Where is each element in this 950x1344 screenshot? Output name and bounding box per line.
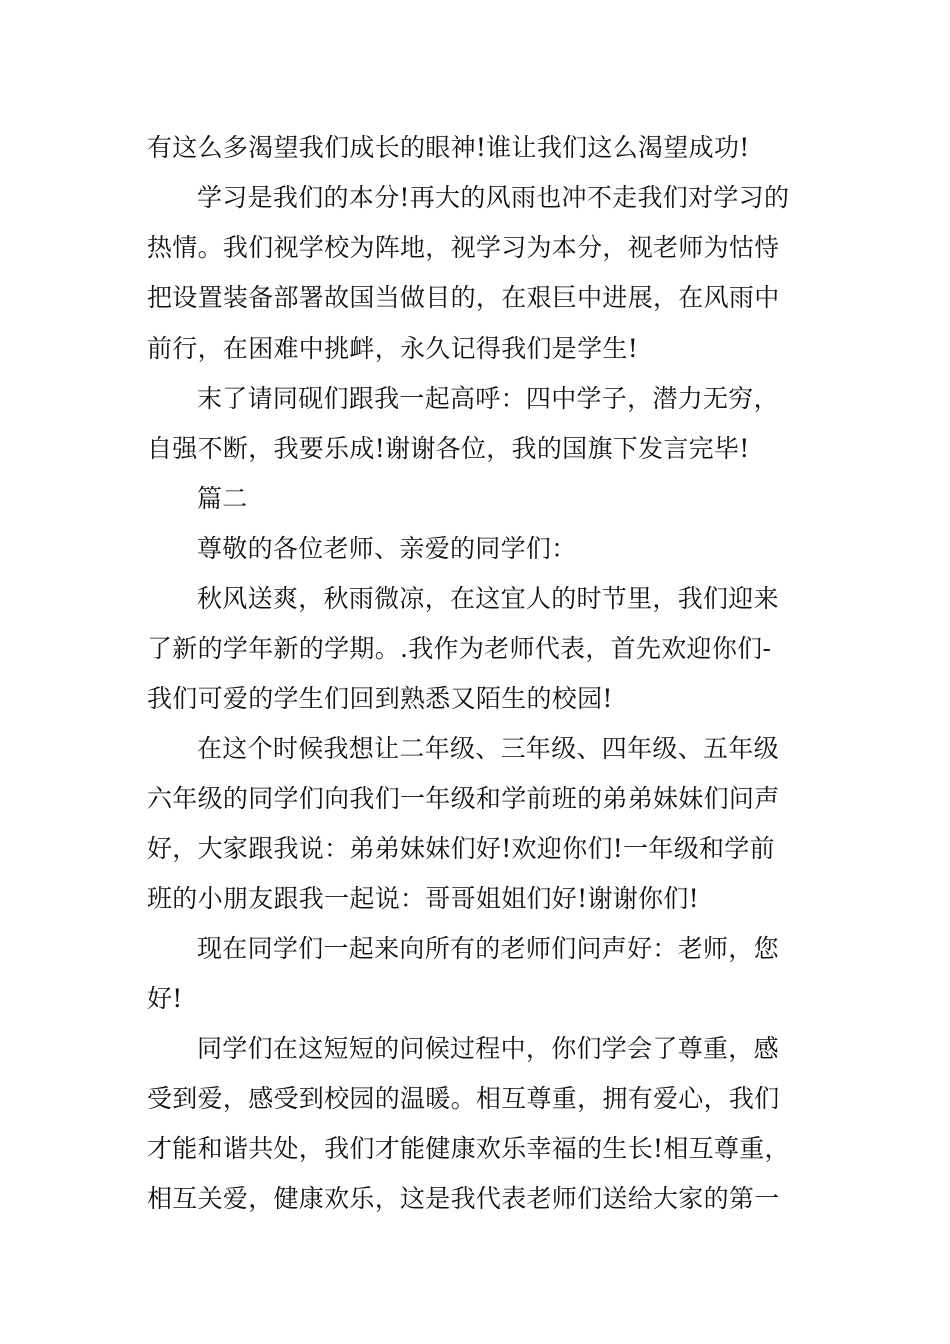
text-line: 才能和谐共处，我们才能健康欢乐幸福的生长!相互尊重， — [147, 1134, 790, 1163]
text-line: 热情。我们视学校为阵地，视学习为本分，视老师为怙恃 — [147, 233, 780, 262]
text-line: 我们可爱的学生们回到熟悉又陌生的校园! — [147, 684, 613, 713]
text-line: 把设置装备部署故国当做目的，在艰巨中进展，在风雨中 — [147, 283, 780, 312]
text-line: 自强不断，我要乐成!谢谢各位，我的国旗下发言完毕! — [147, 434, 750, 463]
text-line: 秋风送爽，秋雨微凉，在这宜人的时节里，我们迎来 — [197, 584, 779, 613]
text-line: 末了请同砚们跟我一起高呼：四中学子，潜力无穷， — [197, 384, 779, 413]
section-heading: 篇二 — [197, 484, 248, 513]
text-line: 前行，在困难中挑衅，永久记得我们是学生! — [147, 334, 639, 363]
text-line: 好! — [147, 984, 183, 1013]
text-line: 了新的学年新的学期。.我作为老师代表，首先欢迎你们- — [147, 634, 772, 663]
text-line: 现在同学们一起来向所有的老师们问声好：老师，您 — [197, 934, 779, 963]
text-line: 在这个时候我想让二年级、三年级、四年级、五年级 — [197, 734, 779, 763]
text-line: 受到爱，感受到校园的温暖。相互尊重，拥有爱心，我们 — [147, 1084, 780, 1113]
text-line: 学习是我们的本分!再大的风雨也冲不走我们对学习的 — [197, 183, 790, 212]
text-line: 相互关爱，健康欢乐，这是我代表老师们送给大家的第一 — [147, 1184, 780, 1213]
text-line: 班的小朋友跟我一起说：哥哥姐姐们好!谢谢你们! — [147, 884, 699, 913]
text-line: 好，大家跟我说：弟弟妹妹们好!欢迎你们!一年级和学前 — [147, 834, 775, 863]
text-line: 同学们在这短短的问候过程中，你们学会了尊重，感 — [197, 1034, 779, 1063]
salutation: 尊敬的各位老师、亲爱的同学们： — [197, 534, 577, 563]
text-line: 六年级的同学们向我们一年级和学前班的弟弟妹妹们问声 — [147, 784, 780, 813]
text-line: 有这么多渴望我们成长的眼神!谁让我们这么渴望成功! — [147, 133, 750, 162]
